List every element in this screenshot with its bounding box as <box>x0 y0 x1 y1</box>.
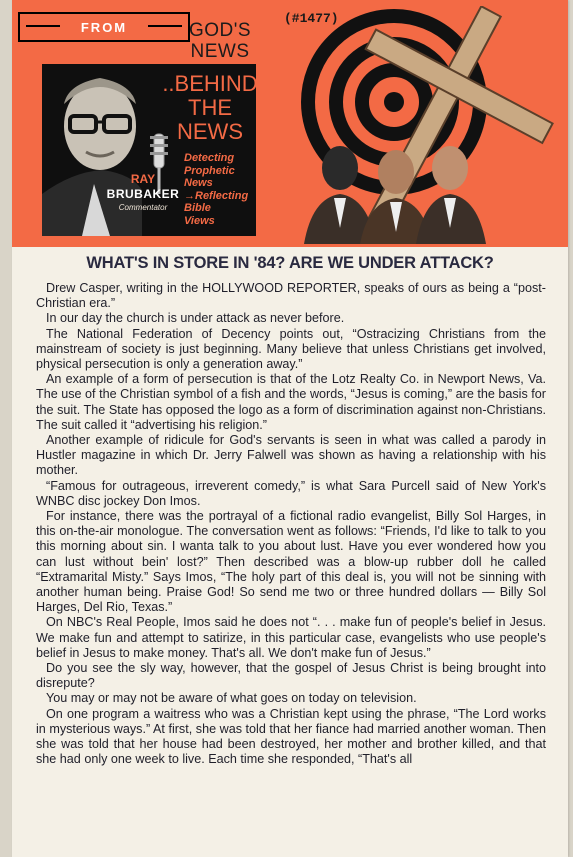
paragraph: You may or may not be aware of what goes on today on television. <box>46 691 417 706</box>
name-first: RAY <box>130 172 156 186</box>
cross-target-illustration <box>282 6 562 244</box>
tagline: Detecting Prophetic News →Reflecting Bible Views <box>184 152 249 227</box>
title-behind-the-news: ..BEHIND THE NEWS <box>162 71 258 144</box>
paragraph: An example of a form of persecution is that of the Lotz Realty Co. in Newport News, Va. The use of the Christian symbol of a fish and the words, “Jesus is coming,” are the basis for the suit. The State has opposed the logo as a form of discrimination against non-Christians. The suit called it “advertising his religion.” <box>36 372 546 432</box>
paragraph: On one program a waitress who was a Christian kept using the phrase, “The Lord works in mysterious ways.” At first, she was told that her fiance had married another woman. Then she was told that her house had been destroyed, her mother and brother killed, and that she had only one week to live. Each time she responded, “That's all <box>36 706 546 767</box>
paragraph: Another example of ridicule for God's servants is seen in what was called a parody in Hustler magazine in which Dr. Jerry Falwell was shown as having a relationship with his mother. <box>36 433 546 478</box>
role-label: Commentator <box>118 203 168 212</box>
article-headline: WHAT'S IN STORE IN '84? ARE WE UNDER ATTACK? <box>86 254 494 272</box>
paragraph: The National Federation of Decency points out, “Ostracizing Christians from the mainstream of society is just beginning. Many believe that unless Christians get involved, physical persecution is only a generation away.” <box>36 326 546 372</box>
page <box>12 0 568 857</box>
from-label: FROM <box>80 19 128 35</box>
article-body <box>36 281 546 768</box>
paragraph: Drew Casper, writing in the HOLLYWOOD REPORTER, speaks of ours as being a “post-Christian era.” <box>36 281 546 311</box>
paragraph: On NBC's Real People, Imos said he does not “. . . make fun of people's belief in Jesus. We make fun and attempt to satirize, in this particular case, evangelists who use people's belief in Jesus to make money. That's all. We don't make fun of Jesus.” <box>36 615 546 660</box>
from-label-box <box>18 12 190 42</box>
paragraph: Do you see the sly way, however, that the gospel of Jesus Christ is being brought into disrepute? <box>36 661 546 691</box>
paragraph: “Famous for outrageous, irreverent comedy,” is what Sara Purcell said of New York's WNBC disc jockey Don Imos. <box>36 478 546 508</box>
header-banner <box>12 0 568 247</box>
paragraph: For instance, there was the portrayal of a fictional radio evangelist, Billy Sol Harges, in this on-the-air monologue. The conversation went as follows: “Friends, I'd like to talk to you this morning about sin. I wanta talk to you about lust. Have you ever wondered how you can lust without bein' lost?” Then described was a blow-up rubber doll he called “Extramarital Misty.” Says Imos, “The holy part of this deal is, you will not be sinning with another human being. Praise God! So send me two or three hundred dollars — Billy Sol Harges, Del Rio, Texas.” <box>36 509 546 615</box>
title-gods-news: GOD'S NEWS <box>188 20 252 62</box>
name-last: BRUBAKER <box>106 187 180 201</box>
issue-number: (#1477) <box>284 11 339 26</box>
paragraph: In our day the church is under attack as never before. <box>46 311 345 326</box>
